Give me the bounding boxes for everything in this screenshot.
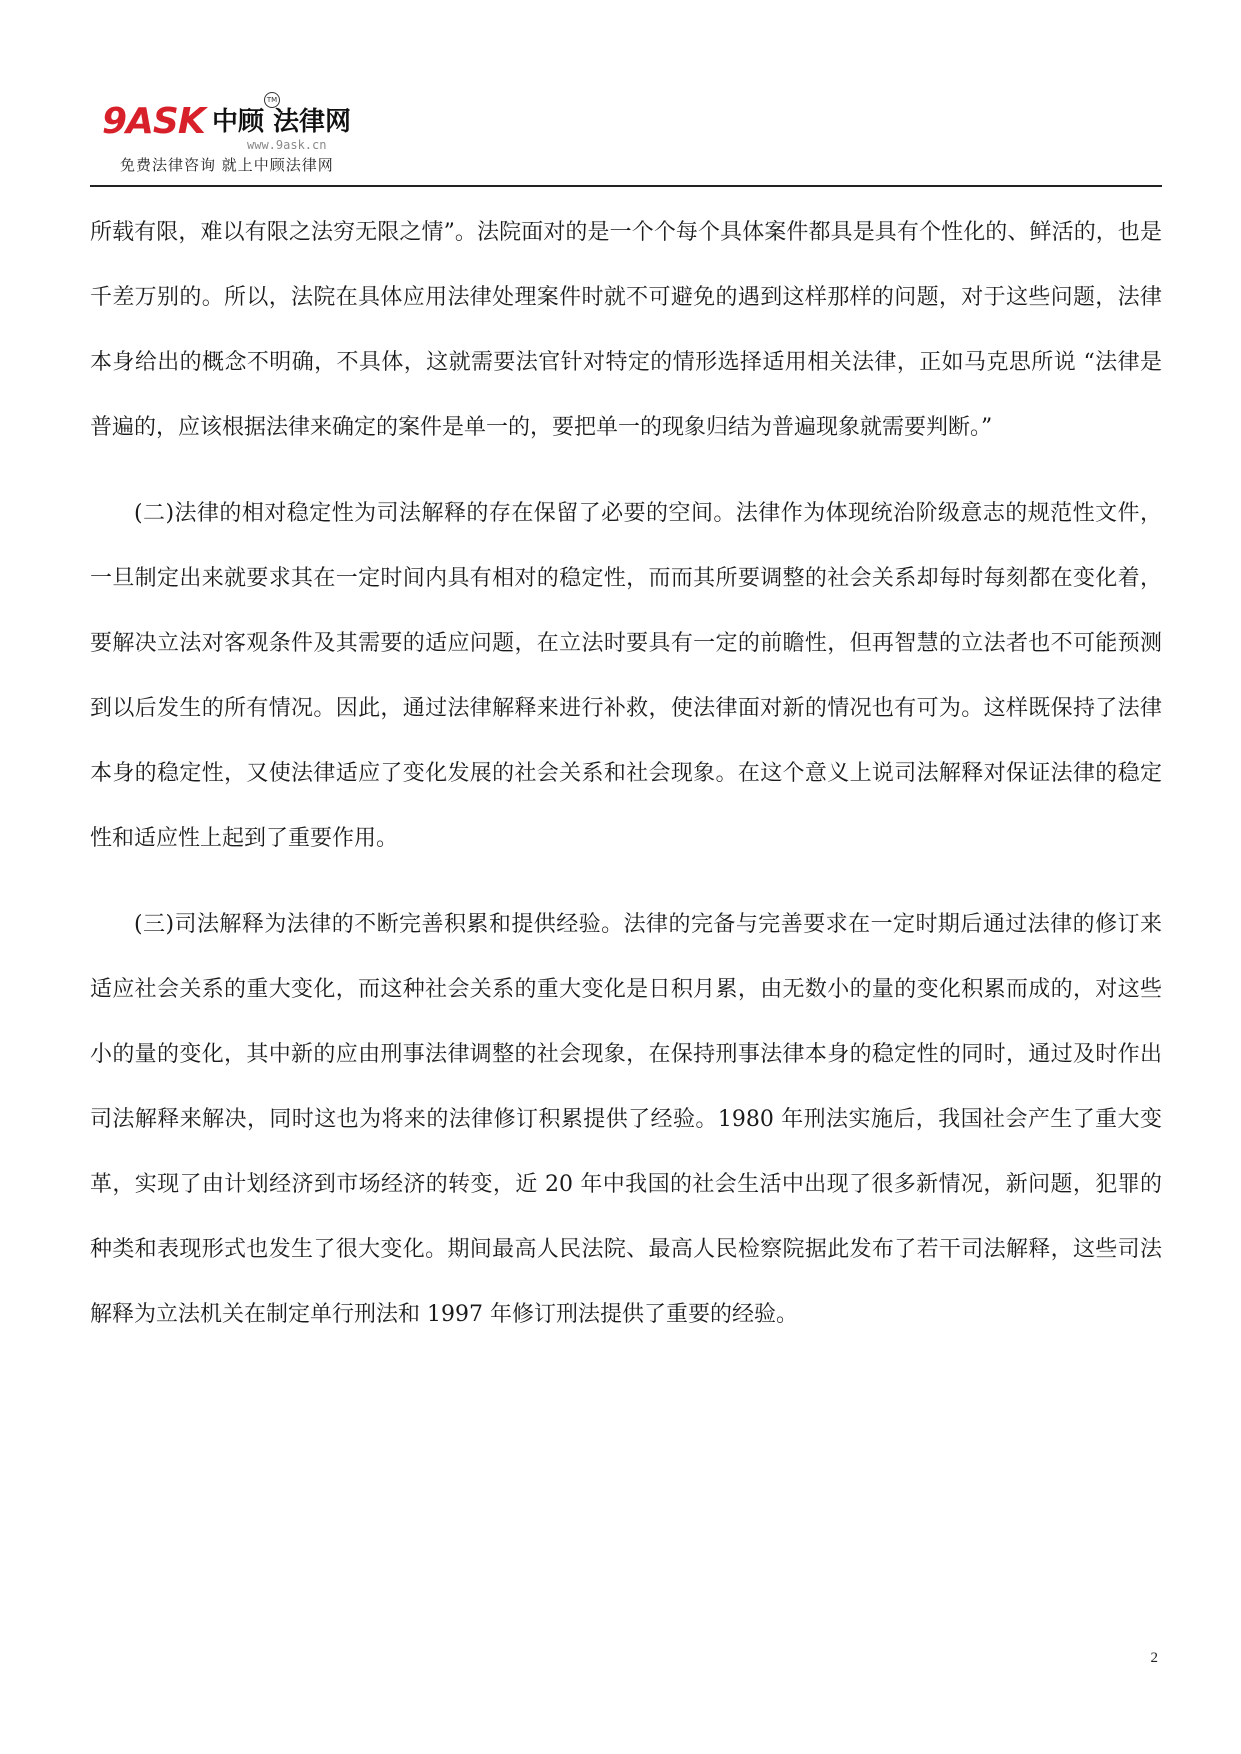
- paragraph-3: (三)司法解释为法律的不断完善积累和提供经验。法律的完备与完善要求在一定时期后通过法律的修订来适应社会关系的重大变化，而这种社会关系的重大变化是日积月累，由无数小的量的变化积累而成的，对这些小的量的变化，其中新的应由刑事法律调整的社会现象，在保持刑事法律本身的稳定性的同时，通过及时作出司法解释来解决，同时这也为将来的法律修订积累提供了经验。1980 年刑法实施后，我国社会产生了重大变革，实现了由计划经济到市场经济的转变，近 20 年中我国的社会生活中出现了很多新情况，新问题，犯罪的种类和表现形式也发生了很大变化。期间最高人民法院、最高人民检察院据此发布了若干司法解释，这些司法解释为立法机关在制定单行刑法和 1997 年修订刑法提供了重要的经验。: [90, 912, 1162, 1327]
- logo-chinese-name: 中顾 法律网: [212, 107, 352, 137]
- logo-brand-text: 9ASK: [102, 101, 205, 142]
- page-number: 2: [1150, 1650, 1158, 1666]
- paragraph-1: 所载有限，难以有限之法穷无限之情”。法院面对的是一个个每个具体案件都具是具有个性化的、鲜活的，也是千差万别的。所以，法院在具体应用法律处理案件时就不可避免的遇到这样那样的问题，对于这些问题，法律本身给出的概念不明确，不具体，这就需要法官针对特定的情形选择适用相关法律，正如马克思所说 “法律是普遍的，应该根据法律来确定的案件是单一的，要把单一的现象归结为普遍现象就需要判断。”: [90, 220, 1162, 440]
- trademark-icon: TM: [264, 92, 280, 108]
- logo-slogan: 免费法律咨询 就上中顾法律网: [120, 156, 334, 174]
- page-header: [90, 88, 1162, 188]
- header-divider: [90, 185, 1162, 187]
- logo-url: www.9ask.cn: [247, 138, 327, 152]
- document-body: [90, 200, 1162, 1347]
- site-logo[interactable]: [102, 88, 362, 183]
- paragraph-2: (二)法律的相对稳定性为司法解释的存在保留了必要的空间。法律作为体现统治阶级意志的规范性文件，一旦制定出来就要求其在一定时间内具有相对的稳定性，而而其所要调整的社会关系却每时每刻都在变化着，要解决立法对客观条件及其需要的适应问题，在立法时要具有一定的前瞻性，但再智慧的立法者也不可能预测到以后发生的所有情况。因此，通过法律解释来进行补救，使法律面对新的情况也有可为。这样既保持了法律本身的稳定性，又使法律适应了变化发展的社会关系和社会现象。在这个意义上说司法解释对保证法律的稳定性和适应性上起到了重要作用。: [90, 501, 1162, 851]
